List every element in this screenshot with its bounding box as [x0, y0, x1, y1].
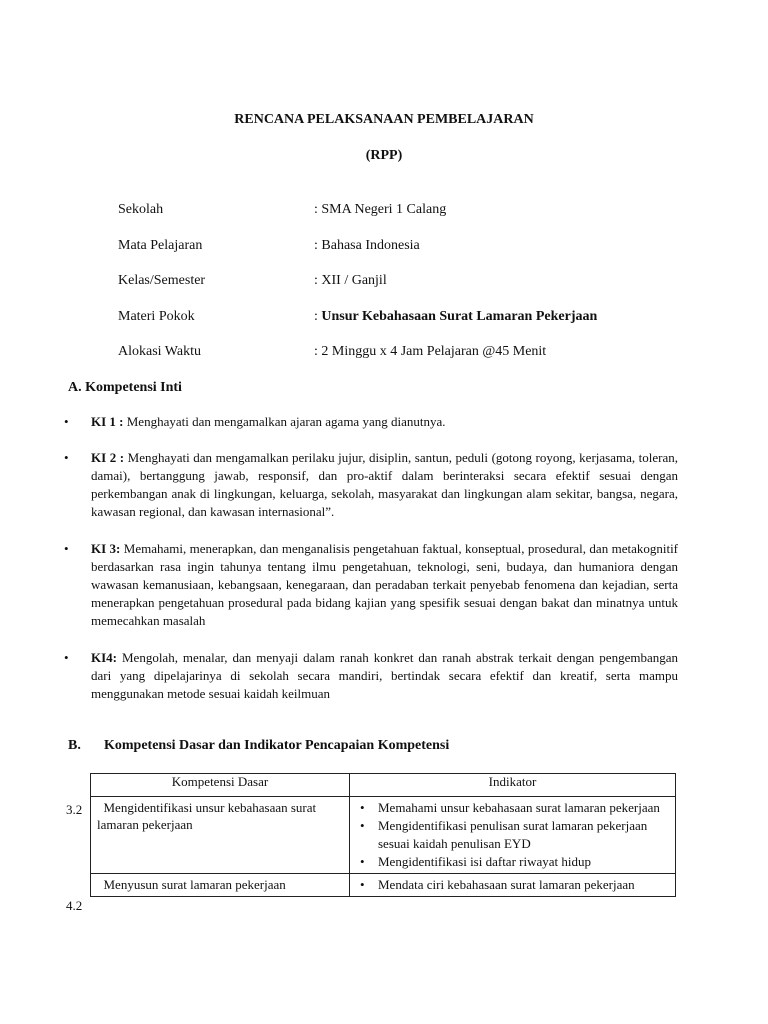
ki-text: Memahami, menerapkan, dan menganalisis pengetahuan faktual, konseptual, prosedural, dan metakognitif berdasarkan rasa ingin tahunya tentang ilmu pengetahuan, teknologi, seni, budaya, dan humaniora dengan wawasan kemanusiaan, kebangsaan, kenegaraan, dan peradaban terkait penyebab fenomena dan kejadian, serta menerapkan pengetahuan prosedural pada bidang kajian yang spesifik sesuai dengan bakat dan minatnya untuk memecahkan masalah [91, 541, 679, 628]
info-label-alokasi: Alokasi Waktu [118, 344, 201, 359]
ki-item [64, 540, 678, 630]
row-number: 4.2 [66, 898, 83, 913]
info-value-materi-prefix: : [314, 309, 322, 324]
bullet-icon: • [64, 650, 69, 665]
ki-item [64, 649, 678, 703]
ki-label: KI 3: [91, 541, 121, 556]
bullet-icon: • [64, 450, 69, 465]
ki-text: Menghayati dan mengamalkan ajaran agama yang dianutnya. [123, 414, 446, 429]
info-value-sekolah: : SMA Negeri 1 Calang [314, 202, 447, 217]
kd-cell [91, 797, 350, 874]
info-value-alokasi: : 2 Minggu x 4 Jam Pelajaran @45 Menit [314, 344, 547, 359]
column-header-kd: Kompetensi Dasar [91, 774, 350, 797]
bullet-icon: • [64, 541, 69, 556]
indicator-item [352, 876, 671, 894]
row-number: 3.2 [66, 802, 83, 817]
ki-label: KI4: [91, 650, 117, 665]
column-header-indikator: Indikator [350, 774, 676, 797]
section-b-letter: B. [68, 738, 81, 753]
indicator-text: Mengidentifikasi penulisan surat lamaran pekerjaan sesuai kaidah penulisan EYD [378, 818, 648, 851]
indicator-item [352, 799, 671, 817]
ki-label: KI 2 : [91, 450, 125, 465]
table-row [91, 797, 676, 874]
section-a-heading: A. Kompetensi Inti [68, 380, 182, 395]
ki-item [64, 413, 678, 431]
ki-text: Menghayati dan mengamalkan perilaku jujur, disiplin, santun, peduli (gotong royong, kerjasama, toleran, damai), bertanggung jawab, responsif, dan pro-aktif dalam berinteraksi secara efektif sesuai dengan perkembangan anak di lingkungan, keluarga, sekolah, masyarakat dan lingkungan alam sekitar, bangsa, negara, kawasan regional, dan kawasan internasional”. [91, 450, 679, 519]
table-header-row [91, 774, 676, 797]
info-label-sekolah: Sekolah [118, 202, 164, 217]
kd-cell [91, 874, 350, 897]
indicator-text: Mendata ciri kebahasaan surat lamaran pekerjaan [378, 877, 635, 892]
info-value-materi [314, 309, 597, 325]
info-value-materi-text: Unsur Kebahasaan Surat Lamaran Pekerjaan [321, 309, 598, 324]
bullet-icon: • [360, 818, 365, 833]
ki-item [64, 449, 678, 521]
table-row [91, 874, 676, 897]
kompetensi-table [90, 773, 676, 897]
kd-text: Menyusun surat lamaran pekerjaan [103, 877, 286, 892]
document-title: RENCANA PELAKSANAAN PEMBELAJARAN [234, 112, 534, 127]
indicator-text: Mengidentifikasi isi daftar riwayat hidup [378, 854, 592, 869]
section-b-heading: Kompetensi Dasar dan Indikator Pencapaian Kompetensi [104, 738, 450, 753]
indicator-cell [350, 797, 676, 874]
indicator-item [352, 853, 671, 871]
info-value-mapel: : Bahasa Indonesia [314, 238, 420, 253]
bullet-icon: • [360, 877, 365, 892]
ki-text: Mengolah, menalar, dan menyaji dalam ranah konkret dan ranah abstrak terkait dengan pengembangan dari yang dipelajarinya di sekolah secara mandiri, bertindak secara efektif dan kreatif, serta mampu menggunakan metode sesuai kaidah keilmuan [91, 650, 678, 701]
indicator-item [352, 817, 671, 853]
indicator-text: Memahami unsur kebahasaan surat lamaran pekerjaan [378, 800, 660, 815]
document-subtitle: (RPP) [365, 148, 403, 163]
info-label-mapel: Mata Pelajaran [118, 238, 203, 253]
info-value-kelas: : XII / Ganjil [314, 273, 387, 288]
ki-label: KI 1 : [91, 414, 124, 429]
bullet-icon: • [360, 800, 365, 815]
bullet-icon: • [64, 414, 69, 429]
info-label-materi: Materi Pokok [118, 309, 195, 324]
info-label-kelas: Kelas/Semester [118, 273, 206, 288]
bullet-icon: • [360, 854, 365, 869]
kd-text: Mengidentifikasi unsur kebahasaan surat lamaran pekerjaan [97, 800, 317, 832]
indicator-cell [350, 874, 676, 897]
